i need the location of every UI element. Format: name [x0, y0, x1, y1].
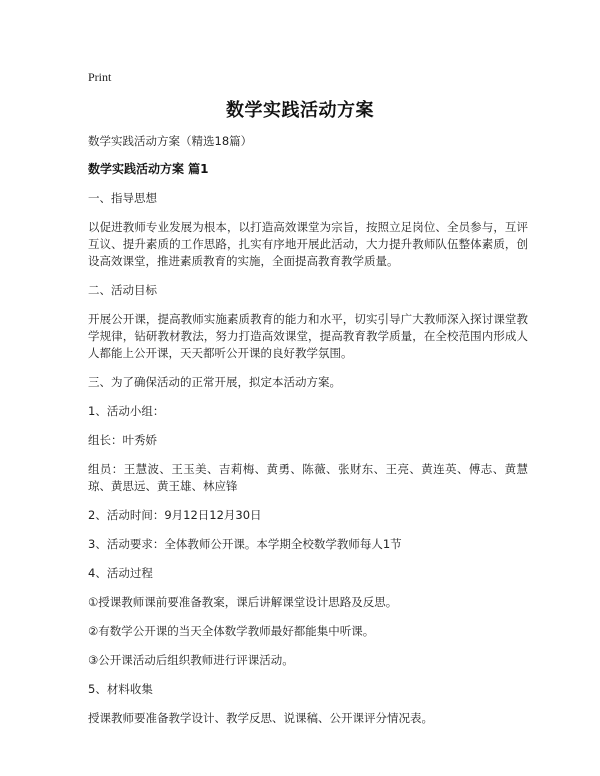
heading-material-collection: 5、材料收集 [88, 682, 153, 696]
para-process-step2: ②有数学公开课的当天全体数学教师最好都能集中听课。 [88, 624, 375, 638]
para-process-step1: ①授课教师课前要准备教案，课后讲解课堂设计思路及反思。 [88, 595, 398, 609]
para-plan-intro: 三、为了确保活动的正常开展，拟定本活动方案。 [88, 375, 341, 389]
para-activity-goals: 开展公开课，提高教师实施素质教育的能力和水平，切实引导广大教师深入探讨课堂教学规律，钻研教材教法，努力打造高效课堂，提高教育教学质量，在全校范围内形成人人都能上公开课，天天都听公开课的良好教学氛围。 [88, 312, 528, 360]
heading-activity-group: 1、活动小组： [88, 404, 165, 418]
document-body [88, 133, 528, 739]
heading-activity-goals: 二、活动目标 [88, 283, 157, 297]
para-process-step3: ③公开课活动后组织教师进行评课活动。 [88, 653, 294, 667]
page-title: 数学实践活动方案 [226, 100, 374, 121]
para-guiding-ideology: 以促进教师专业发展为根本，以打造高效课堂为宗旨，按照立足岗位、全员参与，互评互议、提升素质的工作思路，扎实有序地开展此活动，大力提升教师队伍整体素质，创设高效课堂，推进素质教育的实施，全面提高教育教学质量。 [88, 220, 528, 268]
para-activity-time: 2、活动时间：9月12日12月30日 [88, 508, 262, 522]
document-subtitle: 数学实践活动方案（精选18篇） [88, 134, 253, 148]
para-activity-requirements: 3、活动要求：全体教师公开课。本学期全校数学教师每人1节 [88, 537, 402, 551]
para-group-leader: 组长：叶秀娇 [88, 433, 157, 447]
print-label: Print [88, 70, 112, 84]
para-group-members: 组员：王慧波、王玉美、吉莉梅、黄勇、陈薇、张财东、王亮、黄连英、傅志、黄慧琼、黄思远、黄王雄、林应锋 [88, 462, 528, 493]
heading-guiding-ideology: 一、指导思想 [88, 191, 157, 205]
para-material-collection: 授课教师要准备教学设计、教学反思、说课稿、公开课评分情况表。 [88, 711, 433, 725]
section-heading: 数学实践活动方案 篇1 [88, 162, 209, 176]
heading-activity-process: 4、活动过程 [88, 566, 153, 580]
